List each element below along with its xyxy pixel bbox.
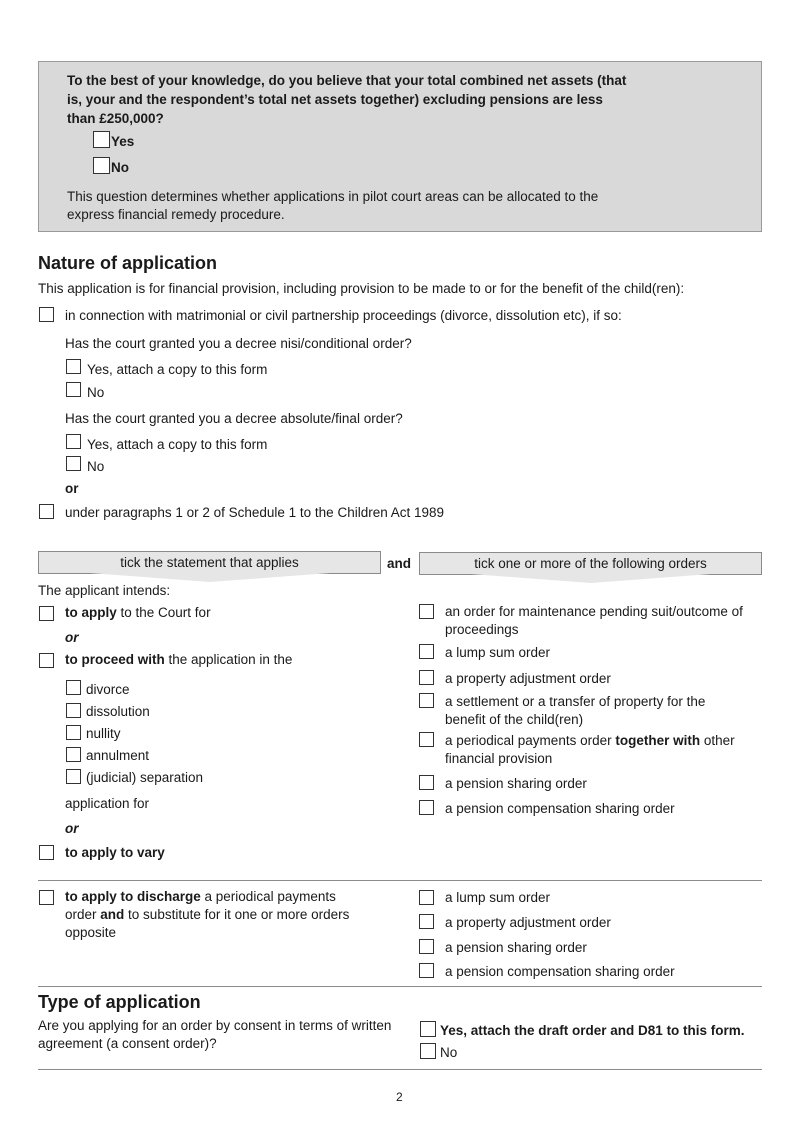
nullity-label: nullity bbox=[86, 726, 121, 741]
or-label: or bbox=[65, 481, 79, 496]
tab-orders-arrow bbox=[471, 574, 711, 583]
or-label-2: or bbox=[65, 821, 79, 836]
nisi-yes-label: Yes, attach a copy to this form bbox=[87, 362, 268, 377]
nisi-no-checkbox[interactable] bbox=[66, 382, 81, 397]
discharge-lump-sum-checkbox[interactable] bbox=[419, 890, 434, 905]
tab-statement bbox=[38, 551, 381, 574]
tab-orders bbox=[419, 552, 762, 575]
discharge-pension-compensation-checkbox[interactable] bbox=[419, 963, 434, 978]
separation-label: (judicial) separation bbox=[86, 770, 204, 785]
pension-compensation-label: a pension compensation sharing order bbox=[445, 801, 675, 816]
separation-checkbox[interactable] bbox=[66, 769, 81, 784]
absolute-question: Has the court granted you a decree absolute/final order? bbox=[65, 411, 403, 426]
consent-no-label: No bbox=[440, 1045, 458, 1060]
apply-checkbox[interactable] bbox=[39, 606, 54, 621]
assets-no-label: No bbox=[111, 160, 129, 175]
proceed-bold: to proceed with bbox=[65, 652, 165, 667]
dissolution-label: dissolution bbox=[86, 704, 150, 719]
proceed-rest: the application in the bbox=[164, 652, 293, 667]
nature-heading: Nature of application bbox=[38, 253, 218, 273]
matrimonial-checkbox[interactable] bbox=[39, 307, 54, 322]
pension-sharing-label: a pension sharing order bbox=[445, 776, 587, 791]
property-adjustment-checkbox[interactable] bbox=[419, 670, 434, 685]
proceed-checkbox[interactable] bbox=[39, 653, 54, 668]
apply-rest: to the Court for bbox=[116, 605, 211, 620]
divider-3 bbox=[38, 1069, 762, 1070]
or-label-1: or bbox=[65, 630, 79, 645]
nisi-yes-checkbox[interactable] bbox=[66, 359, 81, 374]
discharge-rest1: a periodical payments order bbox=[65, 889, 336, 922]
periodical-post: other financial provision bbox=[445, 733, 735, 766]
discharge-and: and bbox=[100, 907, 125, 922]
nisi-question: Has the court granted you a decree nisi/conditional order? bbox=[65, 336, 412, 351]
periodical-pre: a periodical payments order bbox=[445, 733, 616, 748]
dissolution-checkbox[interactable] bbox=[66, 703, 81, 718]
property-adjustment-label: a property adjustment order bbox=[445, 671, 611, 686]
assets-note: This question determines whether applications in pilot court areas can be allocated to the express financial remedy procedure. bbox=[67, 189, 599, 222]
assets-no-checkbox[interactable] bbox=[93, 157, 110, 174]
apply-bold: to apply bbox=[65, 605, 117, 620]
absolute-yes-label: Yes, attach a copy to this form bbox=[87, 437, 268, 452]
settlement-label: a settlement or a transfer of property for the benefit of the child(ren) bbox=[445, 694, 706, 727]
discharge-property-label: a property adjustment order bbox=[445, 915, 611, 930]
consent-yes-label: Yes, attach the draft order and D81 to this form. bbox=[440, 1023, 745, 1038]
annulment-label: annulment bbox=[86, 748, 150, 763]
discharge-pension-compensation-label: a pension compensation sharing order bbox=[445, 964, 675, 979]
maintenance-checkbox[interactable] bbox=[419, 604, 434, 619]
proceed-label bbox=[65, 651, 292, 669]
and-label: and bbox=[387, 556, 412, 571]
absolute-no-checkbox[interactable] bbox=[66, 456, 81, 471]
periodical-label bbox=[445, 732, 763, 768]
children-act-checkbox[interactable] bbox=[39, 504, 54, 519]
discharge-checkbox[interactable] bbox=[39, 890, 54, 905]
type-heading: Type of application bbox=[38, 992, 201, 1012]
divorce-label: divorce bbox=[86, 682, 130, 697]
divorce-checkbox[interactable] bbox=[66, 680, 81, 695]
lump-sum-label: a lump sum order bbox=[445, 645, 551, 660]
tab-orders-label: tick one or more of the following orders bbox=[474, 556, 707, 571]
consent-no-checkbox[interactable] bbox=[420, 1043, 436, 1059]
lump-sum-checkbox[interactable] bbox=[419, 644, 434, 659]
vary-label: to apply to vary bbox=[65, 845, 165, 860]
divider-2 bbox=[38, 986, 762, 987]
consent-yes-checkbox[interactable] bbox=[420, 1021, 436, 1037]
vary-checkbox[interactable] bbox=[39, 845, 54, 860]
discharge-rest2: to substitute for it one or more orders opposite bbox=[65, 907, 350, 940]
application-for: application for bbox=[65, 796, 150, 811]
matrimonial-label: in connection with matrimonial or civil partnership proceedings (divorce, dissolution etc), if so: bbox=[65, 308, 622, 323]
discharge-property-checkbox[interactable] bbox=[419, 914, 434, 929]
apply-label bbox=[65, 604, 211, 622]
discharge-pension-sharing-checkbox[interactable] bbox=[419, 939, 434, 954]
maintenance-label: an order for maintenance pending suit/outcome of proceedings bbox=[445, 604, 743, 637]
applicant-intends: The applicant intends: bbox=[38, 583, 171, 598]
annulment-checkbox[interactable] bbox=[66, 747, 81, 762]
assets-yes-label: Yes bbox=[111, 134, 135, 149]
discharge-bold: to apply to discharge bbox=[65, 889, 201, 904]
tab-statement-label: tick the statement that applies bbox=[120, 555, 299, 570]
tab-statement-arrow bbox=[90, 573, 330, 582]
discharge-pension-sharing-label: a pension sharing order bbox=[445, 940, 587, 955]
discharge-lump-sum-label: a lump sum order bbox=[445, 890, 551, 905]
absolute-no-label: No bbox=[87, 459, 105, 474]
page-number: 2 bbox=[396, 1090, 403, 1104]
pension-sharing-checkbox[interactable] bbox=[419, 775, 434, 790]
assets-yes-checkbox[interactable] bbox=[93, 131, 110, 148]
absolute-yes-checkbox[interactable] bbox=[66, 434, 81, 449]
settlement-checkbox[interactable] bbox=[419, 693, 434, 708]
periodical-checkbox[interactable] bbox=[419, 732, 434, 747]
assets-question: To the best of your knowledge, do you believe that your total combined net assets (that is, your and the respondent’s total net assets together) excluding pensions are less than £250,000? bbox=[67, 73, 627, 126]
nature-intro: This application is for financial provision, including provision to be made to or for the benefit of the child(ren): bbox=[38, 281, 685, 296]
pension-compensation-checkbox[interactable] bbox=[419, 800, 434, 815]
nullity-checkbox[interactable] bbox=[66, 725, 81, 740]
children-act-label: under paragraphs 1 or 2 of Schedule 1 to the Children Act 1989 bbox=[65, 505, 445, 520]
divider-1 bbox=[38, 880, 762, 881]
periodical-bold: together with bbox=[615, 733, 701, 748]
consent-question: Are you applying for an order by consent in terms of written agreement (a consent order)? bbox=[38, 1018, 392, 1051]
nisi-no-label: No bbox=[87, 385, 105, 400]
discharge-label bbox=[65, 888, 365, 942]
